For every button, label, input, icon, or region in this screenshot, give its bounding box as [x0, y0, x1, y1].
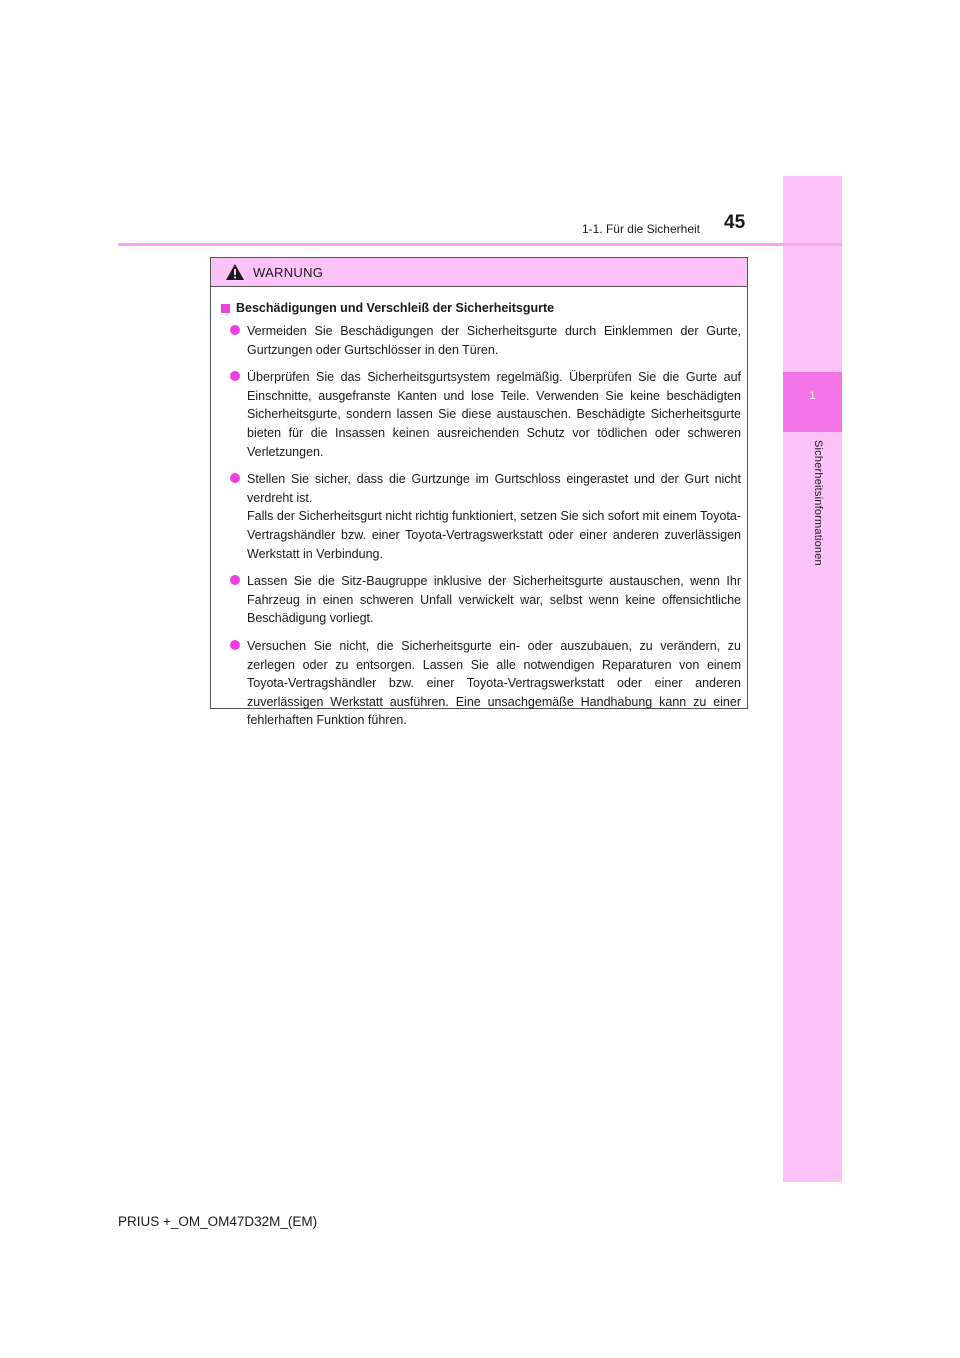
bullet-dot-icon — [230, 575, 240, 585]
item-paragraph: Lassen Sie die Sitz-Baugruppe inklusive der Sicherheitsgurte austauschen, wenn Ihr Fahrzeug in einen schweren Unfall verwickelt war, selbst wenn keine offensichtliche Beschädigung vorliegt. — [247, 574, 741, 626]
item-paragraph: Versuchen Sie nicht, die Sicherheitsgurte ein- oder auszubauen, zu verändern, zu zerlegen oder zu entsorgen. Lassen Sie alle notwendigen Reparaturen von einem Toyota-Vertragshändler bzw. einer Toyota-Vertragswerkstatt oder einer anderen zuverlässigen Werkstatt ausführen. Eine unsachgemäße Handhabung kann zu einer fehlerhaften Funktion führen. — [247, 638, 741, 728]
list-item — [221, 572, 741, 628]
chapter-number: 1 — [809, 390, 816, 402]
list-item — [221, 322, 741, 359]
bullet-dot-icon — [230, 640, 240, 650]
section-title: 1-1. Für die Sicherheit — [581, 222, 700, 236]
square-bullet-icon — [221, 304, 230, 313]
warning-box — [210, 257, 748, 728]
item-paragraph: Vermeiden Sie Beschädigungen der Sicherheitsgurte durch Einklemmen der Gurte, Gurtzungen oder Gurtschlösser in den Türen. — [247, 324, 741, 357]
bullet-dot-icon — [230, 371, 240, 381]
warning-title: WARNUNG — [253, 264, 324, 280]
bullet-dot-icon — [230, 473, 240, 483]
doc-code: PRIUS +_OM_OM47D32M_(EM) — [118, 1214, 318, 1229]
page-number: 45 — [724, 212, 746, 233]
list-item — [221, 368, 741, 461]
header-rule — [118, 243, 842, 246]
list-item — [221, 470, 741, 563]
warning-body — [211, 287, 747, 730]
warning-subheading-text: Beschädigungen und Verschleiß der Sicherheitsgurte — [236, 301, 555, 315]
warning-header — [211, 258, 747, 287]
chapter-tab — [783, 372, 842, 432]
list-item — [221, 637, 741, 730]
warning-subheading — [221, 301, 741, 315]
chapter-title: Sicherheitsinformationen — [812, 440, 824, 566]
side-tab — [783, 176, 842, 1182]
item-paragraph: Überprüfen Sie das Sicherheitsgurtsystem regelmäßig. Überprüfen Sie die Gurte auf Einschnitte, ausgefranste Kanten und lose Teile. Verwenden Sie keine beschädigten Sicherheitsgurte, sondern lassen Sie diese austauschen. Beschädigte Sicherheitsgurte bieten für die Insassen keinen ausreichenden Schutz vor tödlichen oder schweren Verletzungen. — [247, 370, 741, 459]
item-paragraph: Stellen Sie sicher, dass die Gurtzunge im Gurtschloss eingerastet und der Gurt nicht verdreht ist. — [247, 472, 741, 505]
warning-triangle-icon — [225, 263, 245, 281]
item-paragraph: Falls der Sicherheitsgurt nicht richtig funktioniert, setzen Sie sich sofort mit einem Toyota-Vertragshändler bzw. einer Toyota-Vertragswerkstatt oder einer anderen zuverlässigen Werkstatt in Verbindung. — [247, 509, 741, 561]
bullet-dot-icon — [230, 325, 240, 335]
